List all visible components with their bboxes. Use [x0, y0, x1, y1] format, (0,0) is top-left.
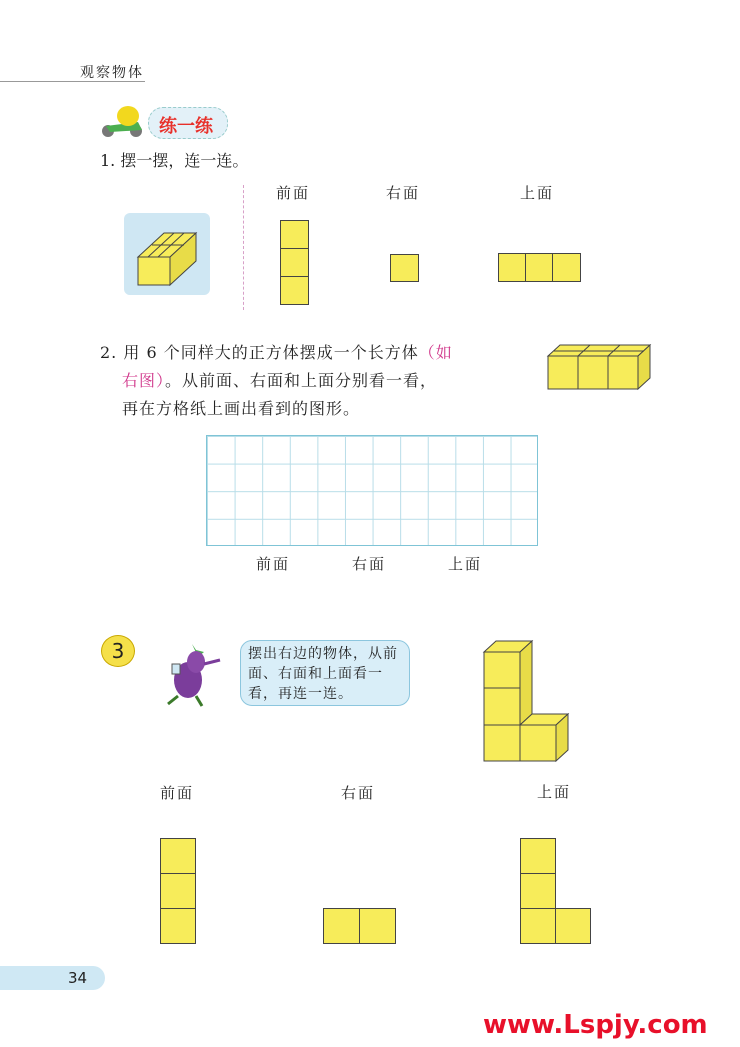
q2-label-right: 右面 — [352, 555, 387, 573]
q1-text: 1. 摆一摆，连一连。 — [100, 151, 249, 170]
page-number-tab — [0, 966, 105, 990]
speech-bubble: 摆出右边的物体，从前面、右面和上面看一看，再连一连。 — [240, 640, 410, 706]
q2-text-rest: 。从前面、右面和上面分别看一看， — [165, 371, 438, 390]
q2-cuboid-image — [546, 342, 652, 396]
q2-text-line1 — [100, 340, 453, 363]
cube-face-square — [280, 276, 309, 305]
q1-label-right: 右面 — [386, 184, 421, 202]
q2-text-pink: （如 — [418, 343, 453, 362]
q2-text-main: 2. 用 6 个同样大的正方体摆成一个长方体 — [100, 343, 419, 362]
q2-label-top: 上面 — [448, 555, 483, 573]
practice-badge — [148, 107, 228, 139]
watermark: www.Lspjy.com — [483, 1010, 708, 1040]
chapter-title: 观察物体 — [80, 65, 144, 81]
cube-face-square — [160, 873, 196, 909]
cube-face-square — [555, 908, 591, 944]
cube-face-square — [498, 253, 526, 282]
q2-text-line2 — [122, 368, 437, 391]
lemon-motorbike-icon — [98, 104, 148, 138]
cube-face-square — [280, 248, 309, 277]
q1-label-top: 上面 — [520, 184, 555, 202]
q3-number-badge: 3 — [101, 635, 135, 667]
q2-text-line3: 再在方格纸上画出看到的图形。 — [122, 399, 361, 418]
q3-l-shape-object-image — [482, 640, 572, 768]
cube-face-square — [525, 253, 553, 282]
q3-label-front: 前面 — [160, 784, 195, 802]
q3-label-right: 右面 — [341, 784, 376, 802]
practice-badge-label: 练一练 — [159, 116, 213, 137]
q3-label-top: 上面 — [537, 783, 572, 801]
q2-text-pink2: 右图） — [122, 371, 166, 390]
page-number: 34 — [68, 969, 88, 987]
cube-face-square — [552, 253, 581, 282]
cube-face-square — [160, 838, 196, 874]
header-rule — [0, 81, 145, 82]
cube-face-square — [160, 908, 196, 944]
cube-face-square — [520, 873, 556, 909]
drawing-grid[interactable] — [206, 435, 538, 546]
cube-face-square — [520, 838, 556, 874]
eggplant-character-icon — [158, 640, 224, 714]
cube-face-square — [280, 220, 309, 249]
cube-face-square — [323, 908, 360, 944]
cube-face-square — [390, 254, 419, 282]
cube-face-square — [520, 908, 556, 944]
cube-face-square — [359, 908, 396, 944]
q1-label-front: 前面 — [276, 184, 311, 202]
q1-object-image — [124, 213, 210, 295]
q1-divider — [243, 185, 244, 310]
q2-label-front: 前面 — [256, 555, 291, 573]
